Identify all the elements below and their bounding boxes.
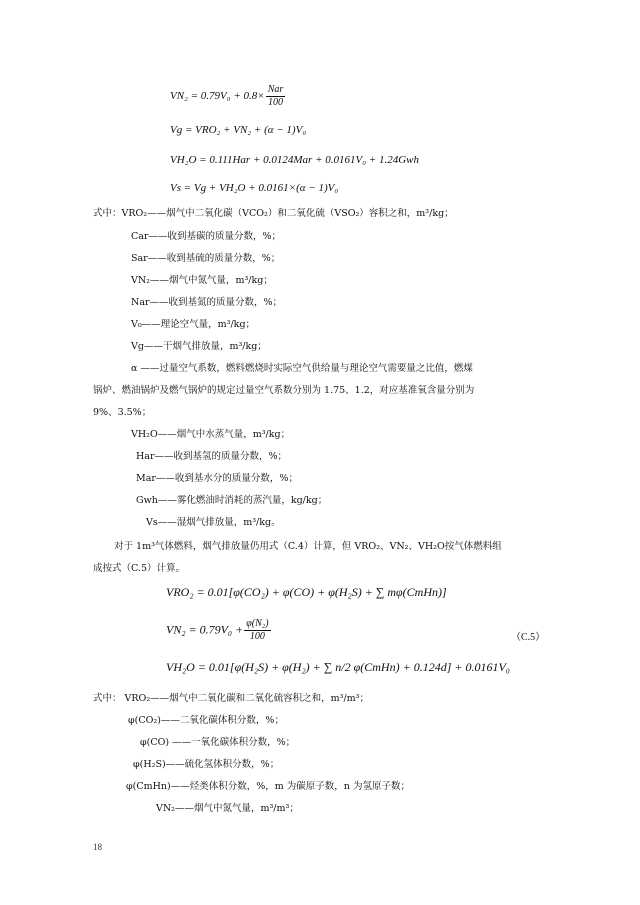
def-line: Car——收到基碳的质量分数，%；: [131, 231, 282, 242]
def-line: V₀——理论空气量，m³/kg；: [131, 319, 256, 330]
def-line: Mar——收到基水分的质量分数，%；: [136, 473, 298, 484]
def-line: Vs——湿烟气排放量，m³/kg。: [146, 517, 281, 528]
fraction-denominator: 100: [267, 97, 283, 108]
fraction-denominator: 100: [249, 631, 265, 642]
def-line: φ(CmHn)——烃类体积分数，%，m 为碳原子数，n 为氢原子数；: [126, 781, 410, 792]
equation-text: VN₂ = 0.79V₀ + 0.8×: [170, 90, 265, 103]
def-line: VH₂O——烟气中水蒸气量，m³/kg；: [131, 429, 291, 440]
def-line: 式中：VRO₂——烟气中二氧化碳（VCO₂）和二氧化硫（VSO₂）容积之和，m³/kg；: [93, 208, 454, 219]
def-line: 式中： VRO₂——烟气中二氧化碳和二氧化硫容积之和，m³/m³；: [93, 693, 369, 704]
def-line: VN₂——烟气中氮气量，m³/kg；: [131, 275, 273, 286]
equation-vh2o: VH₂O = 0.111Har + 0.0124Mar + 0.0161V₀ + 1.24Gwh: [170, 154, 419, 166]
fraction-numerator: Nar: [267, 84, 284, 95]
page-number: 18: [93, 842, 102, 852]
def-line: Har——收到基氢的质量分数，%；: [136, 451, 288, 462]
fraction-numerator: φ(N₂): [246, 618, 269, 629]
equation-vg: Vg = VRO₂ + VN₂ + (α − 1)V₀: [170, 124, 307, 136]
equation-text: VN₂ = 0.79V₀ +: [166, 622, 244, 637]
fraction: [244, 618, 270, 643]
def-line: Gwh——雾化燃油时消耗的蒸汽量，kg/kg；: [136, 495, 328, 506]
equation-vs: Vs = Vg + VH₂O + 0.0161×(α − 1)V₀: [170, 182, 339, 194]
equation-vro2: VRO₂ = 0.01[φ(CO₂) + φ(CO) + φ(H₂S) + ∑ mφ(CmHn)]: [166, 585, 447, 599]
equation-vn2-gas: [166, 618, 272, 643]
def-line: φ(CO) ——一氧化碳体积分数，%；: [140, 737, 296, 748]
def-line: φ(H₂S)——硫化氢体积分数，%；: [133, 759, 280, 770]
def-line: VN₂——烟气中氮气量，m³/m³；: [156, 803, 299, 814]
equation-vh2o-gas: VH₂O = 0.01[φ(H₂S) + φ(H₂) + ∑ n/2 φ(CmHn) + 0.124d] + 0.0161V₀: [166, 660, 510, 674]
fraction: [266, 84, 286, 109]
def-line: Sar——收到基硫的质量分数，%；: [131, 253, 281, 264]
paragraph-line: 成按式（C.5）计算。: [93, 563, 185, 574]
def-line: φ(CO₂)——二氧化碳体积分数，%；: [128, 715, 284, 726]
equation-tag: （C.5）: [511, 632, 546, 643]
def-line: Nar——收到基氮的质量分数，%；: [131, 297, 283, 308]
def-line: 锅炉、燃油锅炉及燃气锅炉的规定过量空气系数分别为 1.75、1.2，对应基准氧含量分别为: [93, 385, 475, 396]
def-line: α ——过量空气系数，燃料燃烧时实际空气供给量与理论空气需要量之比值，燃煤: [131, 363, 473, 374]
def-line: Vg——干烟气排放量，m³/kg；: [131, 341, 267, 352]
equation-vn2: [170, 84, 286, 109]
paragraph-line: 对于 1m³气体燃料，烟气排放量仍用式（C.4）计算，但 VRO₂、VN₂、VH₂O按气体燃料组: [114, 541, 502, 552]
def-line: 9%、3.5%；: [93, 407, 152, 418]
